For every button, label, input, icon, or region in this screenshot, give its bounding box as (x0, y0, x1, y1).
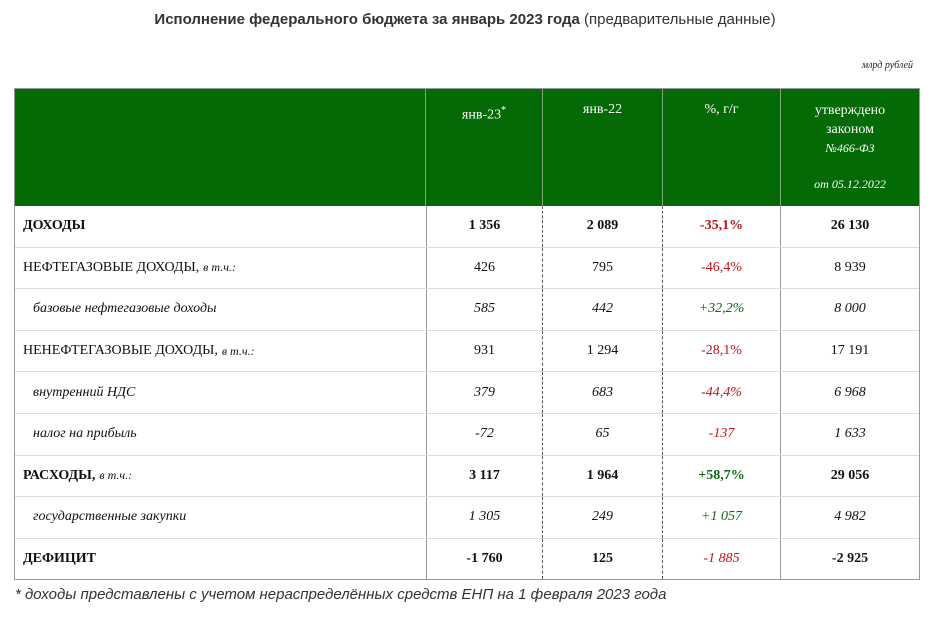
table-row (15, 538, 919, 580)
cell-jan22: 1 294 (543, 331, 663, 372)
row-note: в т.ч.: (203, 260, 236, 275)
header-approved-law: №466-ФЗ (825, 141, 875, 155)
cell-approved: 6 968 (834, 384, 866, 400)
cell-jan22: 442 (543, 289, 663, 330)
cell-jan22: 65 (543, 414, 663, 455)
title-normal: (предварительные данные) (579, 11, 776, 28)
cell-approved: 1 633 (834, 426, 866, 442)
cell-yoy: -1 885 (663, 539, 781, 580)
cell-approved: 4 982 (834, 509, 866, 525)
units-label: млрд рублей (861, 60, 913, 71)
cell-jan23: 1 305 (426, 497, 543, 538)
row-label (15, 206, 426, 247)
header-jan23 (426, 89, 543, 206)
header-approved-date: от 05.12.2022 (814, 177, 886, 191)
table-row (15, 206, 919, 247)
row-label-text: НЕНЕФТЕГАЗОВЫЕ ДОХОДЫ, (23, 343, 218, 359)
header-jan23-mark: * (501, 105, 507, 116)
table-row (15, 288, 919, 330)
row-label (15, 372, 426, 413)
cell-jan22: 249 (543, 497, 663, 538)
cell-yoy: -46,4% (663, 248, 781, 289)
cell-jan22: 683 (543, 372, 663, 413)
header-yoy: %, г/г (663, 89, 781, 206)
cell-approved: -2 925 (831, 551, 869, 567)
row-label (15, 289, 426, 330)
row-label-text: внутренний НДС (33, 384, 136, 400)
cell-jan22: 1 964 (543, 456, 663, 497)
page-title (0, 11, 930, 28)
cell-yoy: -44,4% (663, 372, 781, 413)
header-approved-line1: утверждено (814, 103, 886, 118)
row-label-text: ДЕФИЦИТ (23, 551, 97, 567)
row-label (15, 497, 426, 538)
table-row (15, 496, 919, 538)
cell-yoy: +58,7% (663, 456, 781, 497)
row-note: в т.ч.: (99, 468, 133, 483)
row-label-text: ДОХОДЫ (23, 218, 86, 234)
row-label-text: государственные закупки (33, 509, 187, 525)
table-row (15, 247, 919, 289)
budget-table (14, 88, 920, 580)
cell-approved: 8 939 (834, 259, 866, 275)
title-bold: Исполнение федерального бюджета за январь 2023 года (154, 11, 580, 28)
row-label-text: налог на прибыль (33, 426, 137, 442)
cell-jan23: 379 (426, 372, 543, 413)
footnote: * доходы представлены с учетом нераспределённых средств ЕНП на 1 февраля 2023 года (15, 586, 667, 603)
table-row (15, 330, 919, 372)
cell-jan23: 585 (426, 289, 543, 330)
row-label-text: НЕФТЕГАЗОВЫЕ ДОХОДЫ, (23, 259, 200, 275)
cell-approved: 26 130 (830, 218, 870, 234)
cell-yoy: -137 (663, 414, 781, 455)
cell-jan23: 3 117 (426, 456, 543, 497)
cell-yoy: +32,2% (663, 289, 781, 330)
row-label (15, 456, 426, 497)
cell-jan23: 931 (426, 331, 543, 372)
cell-yoy: -28,1% (663, 331, 781, 372)
row-label-text: базовые нефтегазовые доходы (33, 301, 217, 317)
header-jan22: янв-22 (543, 89, 663, 206)
table-row (15, 455, 919, 497)
cell-approved: 8 000 (834, 301, 866, 317)
cell-approved: 29 056 (830, 467, 870, 483)
cell-jan22: 2 089 (543, 206, 663, 247)
table-header (15, 89, 919, 206)
cell-yoy: -35,1% (663, 206, 781, 247)
cell-approved: 17 191 (830, 343, 870, 359)
header-jan23-text: янв-23 (461, 107, 502, 123)
row-label (15, 414, 426, 455)
header-label-cell (15, 89, 426, 206)
row-label (15, 331, 426, 372)
table-row (15, 371, 919, 413)
header-approved (781, 89, 919, 206)
row-label (15, 539, 426, 580)
cell-yoy: +1 057 (663, 497, 781, 538)
cell-jan22: 125 (543, 539, 663, 580)
cell-jan23: -1 760 (426, 539, 543, 580)
row-label-text: РАСХОДЫ, (23, 467, 96, 483)
cell-jan23: 1 356 (426, 206, 543, 247)
header-approved-line2: законом (826, 122, 874, 137)
cell-jan23: 426 (426, 248, 543, 289)
row-label (15, 248, 426, 289)
cell-jan22: 795 (543, 248, 663, 289)
row-note: в т.ч.: (221, 343, 255, 358)
table-row (15, 413, 919, 455)
cell-jan23: -72 (426, 414, 543, 455)
